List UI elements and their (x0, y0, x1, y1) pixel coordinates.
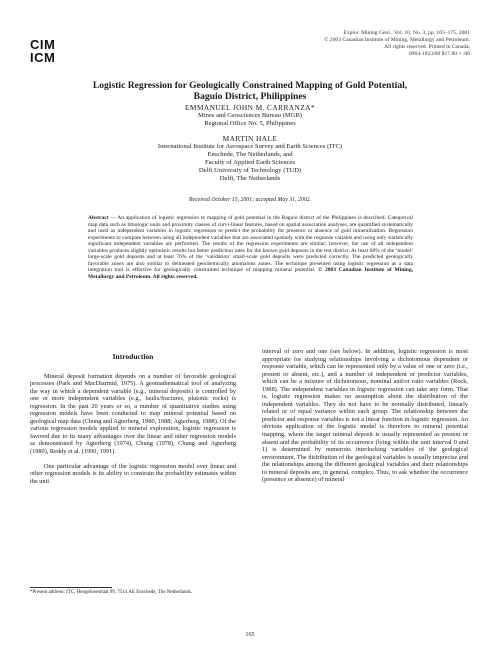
author-2-affiliation-line: Delft, The Netherlands (219, 175, 281, 182)
page-number: 165 (245, 632, 255, 638)
intro-paragraph: One particular advantage of the logistic regression model over linear and other regression models is its ability to constrain the probability estimates within the unit (30, 462, 236, 485)
copyright-line: © 2003 Canadian Institute of Mining, Metallurgy and Petroleum. (324, 36, 470, 43)
author-1-affiliation-line: Regional Office No. 5, Philippines (204, 120, 296, 127)
author-2-affiliation-line: Enschede, The Netherlands, and (207, 151, 293, 158)
received-dates: Received October 15, 2001; accepted May 31, 2002. (188, 197, 311, 203)
author-2-affiliation-line: Faculty of Applied Earth Sciences (204, 159, 296, 166)
author-2-affiliation-line: Delft University of Technology (TUD) (198, 167, 302, 174)
title-line-1: Logistic Regression for Geologically Constrained Mapping of Gold Potential, (92, 80, 408, 91)
abstract-text: — An application of logistic regression to mapping of gold potential in the Baguio district of the Philippines is described. Categorical map data such as lithologic units and proximity classes of curvi-linear features, based on spatial association analyses, are quantified systematically and used as independent variables in logistic regression to predict the probability for presence or absence of gold mineralization. Regression experiments to compare between using all independent variables that are associated spatially with the response variable and using only statistically significant independent variables are performed. The results of the regression experiments are similar; however, the use of all independent variables produces slightly optimistic results but better prediction rates for the known gold deposits in the test district. At least 68% of the ‘model’ large-scale gold deposits and at least 76% of the ‘validation’ small-scale gold deposits were predicted correctly. The predicted geologically favorable zones are also similar to delineated geochemically anomalous zones. The technique presented using logistic regression as a data integration tool is effective for geologically constrained technique of mapping mineral potential. (88, 215, 413, 274)
intro-paragraph: Mineral deposit formation depends on a number of favorable geological processes (Park and MacDiarmid, 1975). A geomathematical tool of analyzing the way in which a dependent variable (e.g., mineral deposits) is controlled by one or more independent variables (e.g., faults/fractures, plutonic rocks) is regression. In the past 20 years or so, a number of quantitative studies using regression models have been conducted to map mineral potential based on geological map data (Chung and Agterberg, 1980, 1988; Agterberg, 1988). Of the various regression models applied to mineral exploration, logistic regression is favored due to its many advantages over the linear and other regression models as demonstrated by Agterberg (1974), Chung (1978), Chung and Agterberg (1980), Reddy et al. (1990, 1991). (30, 372, 236, 456)
author-1-affiliation-line: Mines and Geosciences Bureau (MGB) (197, 112, 302, 119)
title-line-2: Baguio District, Philippines (193, 91, 307, 102)
author-block (30, 104, 470, 183)
issn-line: 0964-1823/00 $17.00 + .00 (408, 50, 470, 57)
abstract-label: Abstract (88, 215, 109, 221)
logo-line-top: CIM (30, 37, 56, 52)
abstract (88, 215, 413, 280)
right-column (262, 348, 468, 484)
paper-title (30, 80, 470, 102)
author-1-name: EMMANUEL JOHN M. CARRANZA* (184, 103, 316, 112)
journal-citation (210, 30, 470, 58)
cim-logo (30, 38, 56, 64)
left-column (30, 353, 236, 485)
abstract-copyright: © 2003 Canadian Institute of Mining, Metallurgy and Petroleum. All rights reserved. (88, 267, 413, 280)
citation-line: Explor. Mining Geol., Vol. 10, No. 3, pp. 165–175, 2001 (343, 30, 470, 36)
author-2-name: MARTIN HALE (222, 134, 278, 143)
section-heading-introduction: Introduction (112, 352, 154, 361)
footnote: *Present address: ITC, Hengelosestraat 99, 7514 AE Enschede, The Netherlands. (30, 590, 193, 595)
footnote-rule (30, 587, 112, 588)
logo-line-bottom: ICM (30, 50, 56, 65)
author-2-affiliation-line: International Institute for Aerospace Survey and Earth Sciences (ITC) (157, 143, 343, 150)
rights-line: All rights reserved. Printed in Canada. (384, 43, 470, 50)
intro-paragraph-continued: interval of zero and one (see below). In addition, logistic regression is most appropriate for studying relationships involving a dichotomous dependent or response variable, which can be represented only by a value of one or zero (i.e., present or absent, etc.), and a number of independent or predictor variables, which can be a mixture of dichotomous, nominal and/or ratio variables (Rock, 1988). The independent variables in logistic regression can take any form. That is, logistic regression makes no assumption about the distribution of the independent variables. They do not have to be normally distributed, linearly related or of equal variance within each group. The relationship between the predictor and response variables is not a linear function in logistic regression. An obvious application of the logistic model is therefore to mineral potential mapping, where the target mineral deposit is usually represented as present or absent and the probability of its occurrence (lying within the unit interval 0 and 1) is determined by numerous interlocking variables of the geological environment. The distribution of the geological variables is usually imprecise and the relationships among the different geological variables and their relationships to mineral deposits are, in general, complex. Thus, to ask whether the occurrence (presence or absence) of mineral (262, 348, 468, 484)
